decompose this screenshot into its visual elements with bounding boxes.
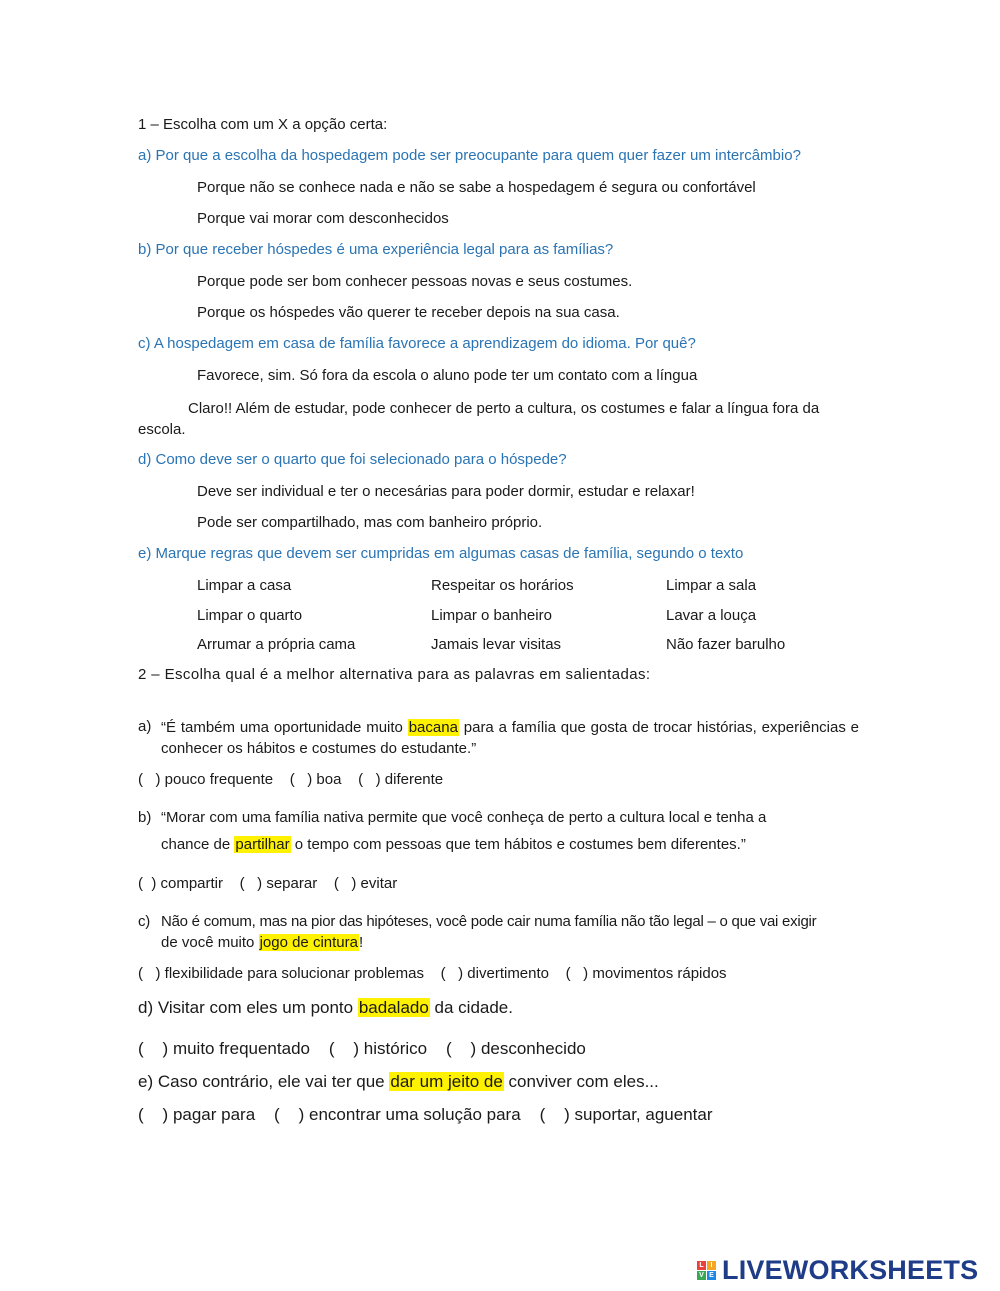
- q1d-option-2[interactable]: Pode ser compartilhado, mas com banheiro próprio.: [197, 514, 543, 531]
- logo-letter: E: [707, 1271, 716, 1280]
- q2b-line2: chance de partilhar o tempo com pessoas que tem hábitos e costumes bem diferentes.”: [161, 836, 746, 853]
- rule-option[interactable]: Lavar a louça: [666, 607, 757, 624]
- rule-option[interactable]: Jamais levar visitas: [431, 636, 562, 653]
- q1a-option-1[interactable]: Porque não se conhece nada e não se sabe a hospedagem é segura ou confortável: [197, 179, 756, 196]
- q1d-option-1[interactable]: Deve ser individual e ter o necesárias para poder dormir, estudar e relaxar!: [197, 483, 695, 500]
- liveworksheets-logo: [697, 1255, 978, 1285]
- q1a-option-2[interactable]: Porque vai morar com desconhecidos: [197, 210, 449, 227]
- q2d-options[interactable]: ( ) muito frequentado ( ) histórico ( ) desconhecido: [138, 1039, 586, 1058]
- rule-option[interactable]: Limpar o banheiro: [431, 607, 552, 624]
- q2b-line1: “Morar com uma família nativa permite que você conheça de perto a cultura local e tenha a: [161, 809, 767, 826]
- q2c-line2: de você muito jogo de cintura!: [161, 934, 364, 951]
- highlight-word: badalado: [358, 998, 429, 1017]
- q2a-sentence: “É também uma oportunidade muito bacana para a família que gosta de trocar histórias, experiências e conhecer os hábitos e costumes do estudante.”: [161, 719, 859, 757]
- rule-option[interactable]: Limpar a casa: [197, 577, 292, 594]
- q1b-question: b) Por que receber hóspedes é uma experiência legal para as famílias?: [138, 241, 614, 258]
- q1d-question: d) Como deve ser o quarto que foi selecionado para o hóspede?: [138, 451, 567, 468]
- q1b-option-1[interactable]: Porque pode ser bom conhecer pessoas novas e seus costumes.: [197, 273, 633, 290]
- q1b-option-2[interactable]: Porque os hóspedes vão querer te receber depois na sua casa.: [197, 304, 620, 321]
- q2a-label: a): [138, 718, 152, 735]
- rule-option[interactable]: Arrumar a própria cama: [197, 636, 356, 653]
- logo-letter: I: [707, 1261, 716, 1270]
- q2e-options[interactable]: ( ) pagar para ( ) encontrar uma solução para ( ) suportar, aguentar: [138, 1105, 713, 1124]
- logo-text: LIVEWORKSHEETS: [722, 1254, 979, 1285]
- q2c-line1: Não é comum, mas na pior das hipóteses, você pode cair numa família não tão legal – o que vai exigir: [161, 913, 817, 930]
- q1c-option-2[interactable]: Claro!! Além de estudar, pode conhecer de perto a cultura, os costumes e falar a língua fora da escola.: [138, 400, 820, 438]
- rule-option[interactable]: Limpar o quarto: [197, 607, 303, 624]
- highlight-word: partilhar: [235, 836, 290, 853]
- q2b-label: b): [138, 809, 152, 826]
- q1c-question: c) A hospedagem em casa de família favorece a aprendizagem do idioma. Por quê?: [138, 335, 696, 352]
- highlight-word: jogo de cintura: [259, 934, 358, 951]
- q2-title: 2 – Escolha qual é a melhor alternativa para as palavras em salientadas:: [138, 666, 651, 683]
- highlight-word: dar um jeito de: [390, 1072, 503, 1091]
- q2e-sentence: e) Caso contrário, ele vai ter que dar um jeito de conviver com eles...: [138, 1072, 659, 1091]
- q2c-options[interactable]: ( ) flexibilidade para solucionar problemas ( ) divertimento ( ) movimentos rápidos: [138, 965, 727, 982]
- highlight-word: bacana: [408, 719, 458, 736]
- rule-option[interactable]: Limpar a sala: [666, 577, 757, 594]
- q2a-options[interactable]: ( ) pouco frequente ( ) boa ( ) diferente: [138, 771, 444, 788]
- logo-letter: L: [697, 1261, 706, 1270]
- rule-option[interactable]: Não fazer barulho: [666, 636, 786, 653]
- q1-title: 1 – Escolha com um X a opção certa:: [138, 116, 388, 133]
- q1a-question: a) Por que a escolha da hospedagem pode ser preocupante para quem quer fazer um intercâmbio?: [138, 147, 801, 164]
- rule-option[interactable]: Respeitar os horários: [431, 577, 574, 594]
- logo-letter: V: [697, 1271, 706, 1280]
- q2b-options[interactable]: ( ) compartir ( ) separar ( ) evitar: [138, 875, 398, 892]
- q1e-question: e) Marque regras que devem ser cumpridas em algumas casas de família, segundo o texto: [138, 545, 744, 562]
- q2c-label: c): [138, 913, 151, 930]
- q1c-option-1[interactable]: Favorece, sim. Só fora da escola o aluno pode ter um contato com a língua: [197, 367, 698, 384]
- q2d-sentence: d) Visitar com eles um ponto badalado da cidade.: [138, 998, 513, 1017]
- logo-icon: [697, 1261, 716, 1280]
